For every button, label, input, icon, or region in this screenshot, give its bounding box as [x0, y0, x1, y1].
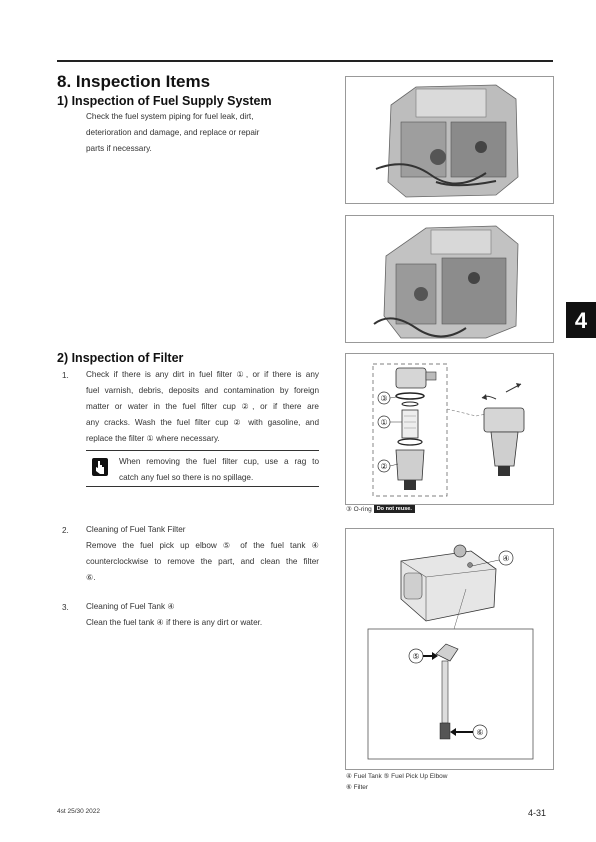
- fuel-supply-heading: 1) Inspection of Fuel Supply System: [57, 94, 272, 108]
- tank-caption-line2: ⑥ Filter: [346, 784, 369, 791]
- text-line: matter or water in the fuel filter cup ②, or if there are: [86, 402, 319, 411]
- label-fuel-tank: ④: [502, 554, 510, 563]
- label-filter: ⑥: [476, 728, 484, 737]
- text-line: Remove the fuel pick up elbow ⑤ of the fuel tank ④: [86, 541, 319, 550]
- engine-photo-2: [345, 215, 554, 343]
- step1-text: [86, 367, 319, 447]
- label-oring: ③: [380, 394, 388, 403]
- engine-photo-1: [345, 76, 554, 204]
- text-line: counterclockwise to remove the part, and clean the filter: [86, 557, 319, 566]
- label-cup: ②: [380, 462, 388, 471]
- text-line: catch any fuel so there is no spillage.: [119, 473, 254, 482]
- text-line: parts if necessary.: [86, 144, 152, 153]
- step3-title: Cleaning of Fuel Tank ④: [86, 602, 175, 611]
- note-bottom-rule: [86, 486, 319, 487]
- step-number: 2.: [62, 526, 69, 535]
- step-number: 1.: [62, 371, 69, 380]
- footer-model: 4st 25/30 2022: [57, 808, 101, 815]
- note-text: [119, 454, 319, 486]
- fuel-tank-illustration: [346, 529, 553, 769]
- text-line: Clean the fuel tank ④ if there is any dirt or water.: [86, 618, 263, 627]
- text-line: When removing the fuel filter cup, use a rag to: [119, 457, 319, 466]
- text-line: fuel varnish, debris, deposits and contamination by foreign: [86, 386, 319, 395]
- step2-text: [86, 538, 319, 586]
- fuel-tank-diagram: [345, 528, 554, 770]
- text-line: ⑥.: [86, 573, 96, 582]
- text-line: any cracks. Wash the fuel filter cup ② with gasoline, and: [86, 418, 319, 427]
- step-number: 3.: [62, 603, 69, 612]
- text-line: replace the filter ① where necessary.: [86, 434, 220, 443]
- text-line: deterioration and damage, and replace or repair: [86, 128, 260, 137]
- label-elbow: ⑤: [412, 652, 420, 661]
- step2-title: Cleaning of Fuel Tank Filter: [86, 525, 186, 534]
- engine-illustration-2: [346, 216, 553, 342]
- note-top-rule: [86, 450, 319, 451]
- tank-caption-line1: ④ Fuel Tank ⑤ Fuel Pick Up Elbow: [346, 773, 448, 780]
- filter-diagram: [345, 353, 554, 505]
- top-rule: [57, 60, 553, 62]
- chapter-tab: 4: [566, 302, 596, 338]
- text-line: Check if there is any dirt in fuel filter ①, or if there is any: [86, 370, 319, 379]
- engine-illustration-1: [346, 77, 553, 203]
- section-title: 8. Inspection Items: [57, 72, 211, 91]
- hand-pointer-glyph: [92, 458, 108, 476]
- filter-caption-text: ③ O-ring: [346, 506, 372, 513]
- hand-pointer-icon: [92, 458, 108, 476]
- fuel-supply-text: [86, 109, 259, 157]
- filter-exploded-view: [346, 354, 553, 504]
- step3-text: [86, 615, 262, 631]
- label-filter: ①: [380, 418, 388, 427]
- filter-heading: 2) Inspection of Filter: [57, 351, 184, 365]
- page-number: 4-31: [528, 808, 547, 818]
- filter-caption: [346, 505, 415, 513]
- do-not-reuse-badge: Do not reuse.: [374, 505, 415, 513]
- text-line: Check the fuel system piping for fuel leak, dirt,: [86, 112, 254, 121]
